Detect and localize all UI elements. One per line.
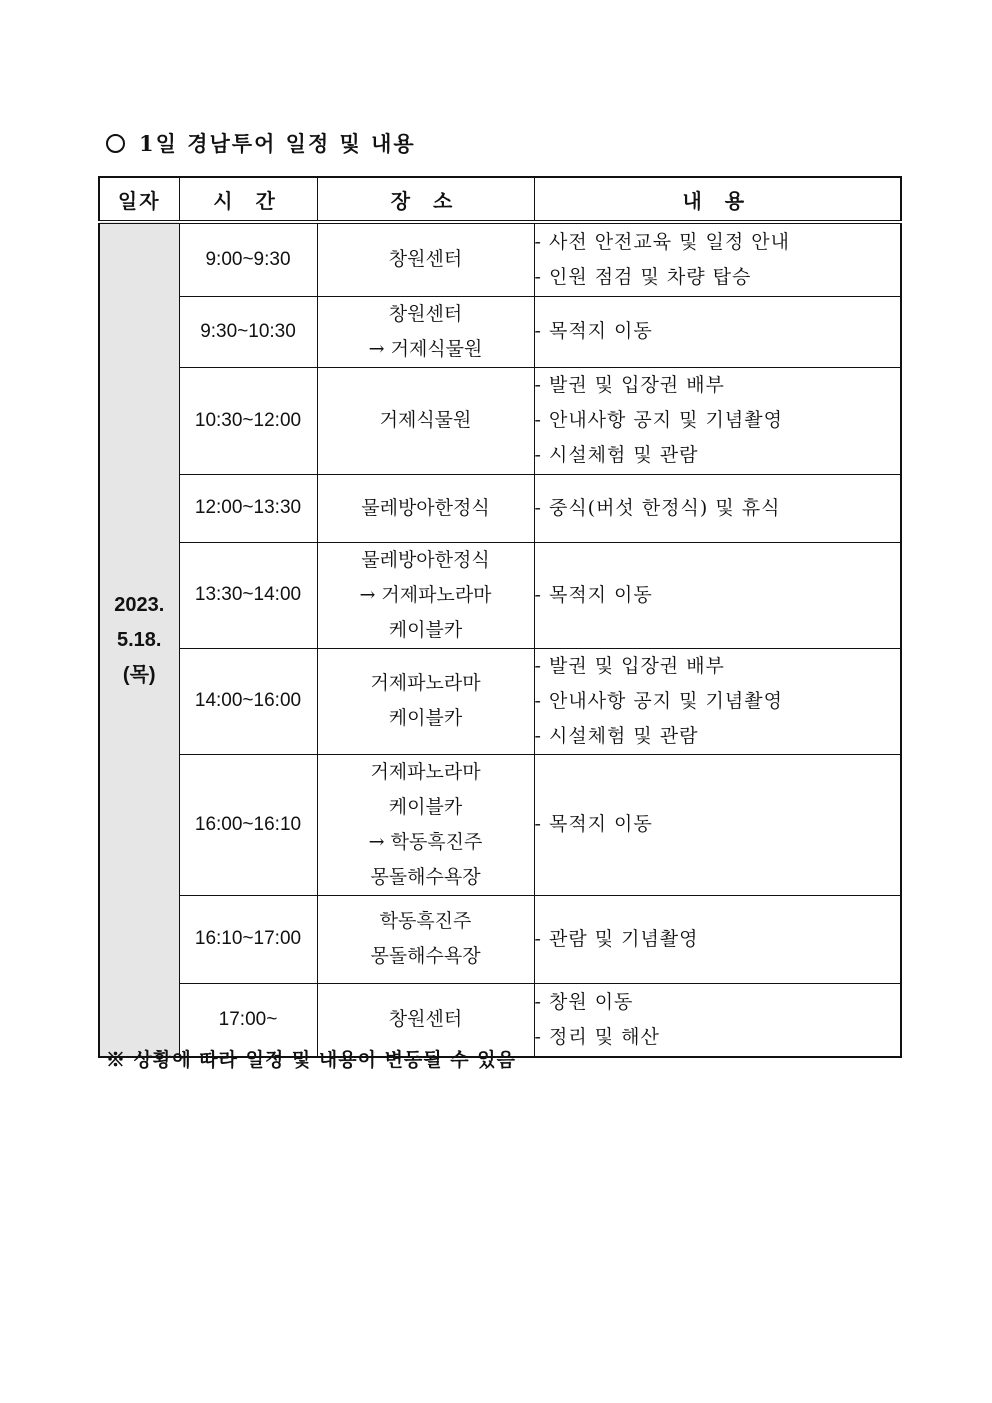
time-cell: 9:00~9:30 <box>179 222 317 296</box>
place-line: 몽돌해수욕장 <box>370 945 481 967</box>
place-cell <box>317 474 534 542</box>
content-line: - 관람 및 기념촬영 <box>534 927 699 950</box>
table-row <box>99 296 901 367</box>
content-line: - 안내사항 공지 및 기념촬영 <box>534 689 783 712</box>
header-content: 내 용 <box>534 177 901 222</box>
section-title-text: 1일 경남투어 일정 및 내용 <box>139 131 416 156</box>
header-time: 시 간 <box>179 177 317 222</box>
date-line: 2023. <box>114 593 165 616</box>
time-cell: 17:00~ <box>179 983 317 1057</box>
schedule-table <box>98 176 902 1058</box>
time-cell: 16:00~16:10 <box>179 754 317 895</box>
table-row <box>99 895 901 983</box>
content-line: - 안내사항 공지 및 기념촬영 <box>534 409 783 431</box>
content-line: - 인원 점검 및 차량 탑승 <box>534 265 752 288</box>
table-row <box>99 474 901 542</box>
footnote: ※ 상황에 따라 일정 및 내용이 변동될 수 있음 <box>106 1049 516 1071</box>
place-line: 물레방아한정식 <box>361 496 490 519</box>
content-line: - 발권 및 입장권 배부 <box>534 654 725 677</box>
date-cell <box>99 222 179 1057</box>
place-cell <box>317 296 534 367</box>
table-row <box>99 542 901 648</box>
place-line: 창원센터 <box>388 302 463 325</box>
place-line: → 거제식물원 <box>368 337 483 360</box>
header-place: 장 소 <box>317 177 534 222</box>
content-line: - 사전 안전교육 및 일정 안내 <box>534 230 791 253</box>
content-line: - 정리 및 해산 <box>534 1025 660 1048</box>
place-line: 케이블카 <box>388 795 463 818</box>
content-cell <box>534 754 901 895</box>
date-line: 5.18. <box>117 628 162 651</box>
content-line: - 목적지 이동 <box>534 320 653 342</box>
content-cell <box>534 222 901 296</box>
content-line: - 시설체험 및 관람 <box>534 724 699 747</box>
place-line: 케이블카 <box>388 618 463 641</box>
content-line: - 발권 및 입장권 배부 <box>534 374 725 396</box>
place-cell <box>317 648 534 754</box>
table-row <box>99 754 901 895</box>
content-line: - 목적지 이동 <box>534 813 653 835</box>
place-line: 몽돌해수욕장 <box>370 865 481 888</box>
place-line: 학동흑진주 <box>379 910 472 932</box>
place-line: 거제파노라마 <box>370 760 481 783</box>
table-row <box>99 367 901 474</box>
place-cell <box>317 222 534 296</box>
time-cell: 10:30~12:00 <box>179 367 317 474</box>
place-cell <box>317 754 534 895</box>
time-cell: 12:00~13:30 <box>179 474 317 542</box>
content-cell <box>534 895 901 983</box>
circle-bullet-icon <box>106 134 125 153</box>
place-line: 거제식물원 <box>379 409 472 431</box>
place-line: 창원센터 <box>388 1008 463 1031</box>
section-title <box>106 128 416 158</box>
place-line: → 거제파노라마 <box>359 583 492 606</box>
time-cell: 9:30~10:30 <box>179 296 317 367</box>
place-line: → 학동흑진주 <box>368 830 483 853</box>
content-line: - 창원 이동 <box>534 990 634 1013</box>
time-cell: 14:00~16:00 <box>179 648 317 754</box>
time-cell: 13:30~14:00 <box>179 542 317 648</box>
content-line: - 중식(버섯 한정식) 및 휴식 <box>534 496 781 519</box>
place-cell <box>317 367 534 474</box>
table-row <box>99 648 901 754</box>
table-row <box>99 222 901 296</box>
place-line: 창원센터 <box>388 248 463 271</box>
content-cell <box>534 542 901 648</box>
content-cell <box>534 296 901 367</box>
time-cell: 16:10~17:00 <box>179 895 317 983</box>
place-cell <box>317 542 534 648</box>
content-cell <box>534 983 901 1057</box>
place-cell <box>317 895 534 983</box>
table-header-row <box>99 177 901 222</box>
content-line: - 시설체험 및 관람 <box>534 444 699 466</box>
content-cell <box>534 648 901 754</box>
content-cell <box>534 367 901 474</box>
schedule-body <box>99 222 901 1057</box>
date-line: (목) <box>122 663 156 686</box>
header-date: 일자 <box>99 177 179 222</box>
content-line: - 목적지 이동 <box>534 583 653 606</box>
place-line: 물레방아한정식 <box>361 548 490 571</box>
place-line: 거제파노라마 <box>370 672 481 694</box>
content-cell <box>534 474 901 542</box>
place-line: 케이블카 <box>388 707 463 729</box>
